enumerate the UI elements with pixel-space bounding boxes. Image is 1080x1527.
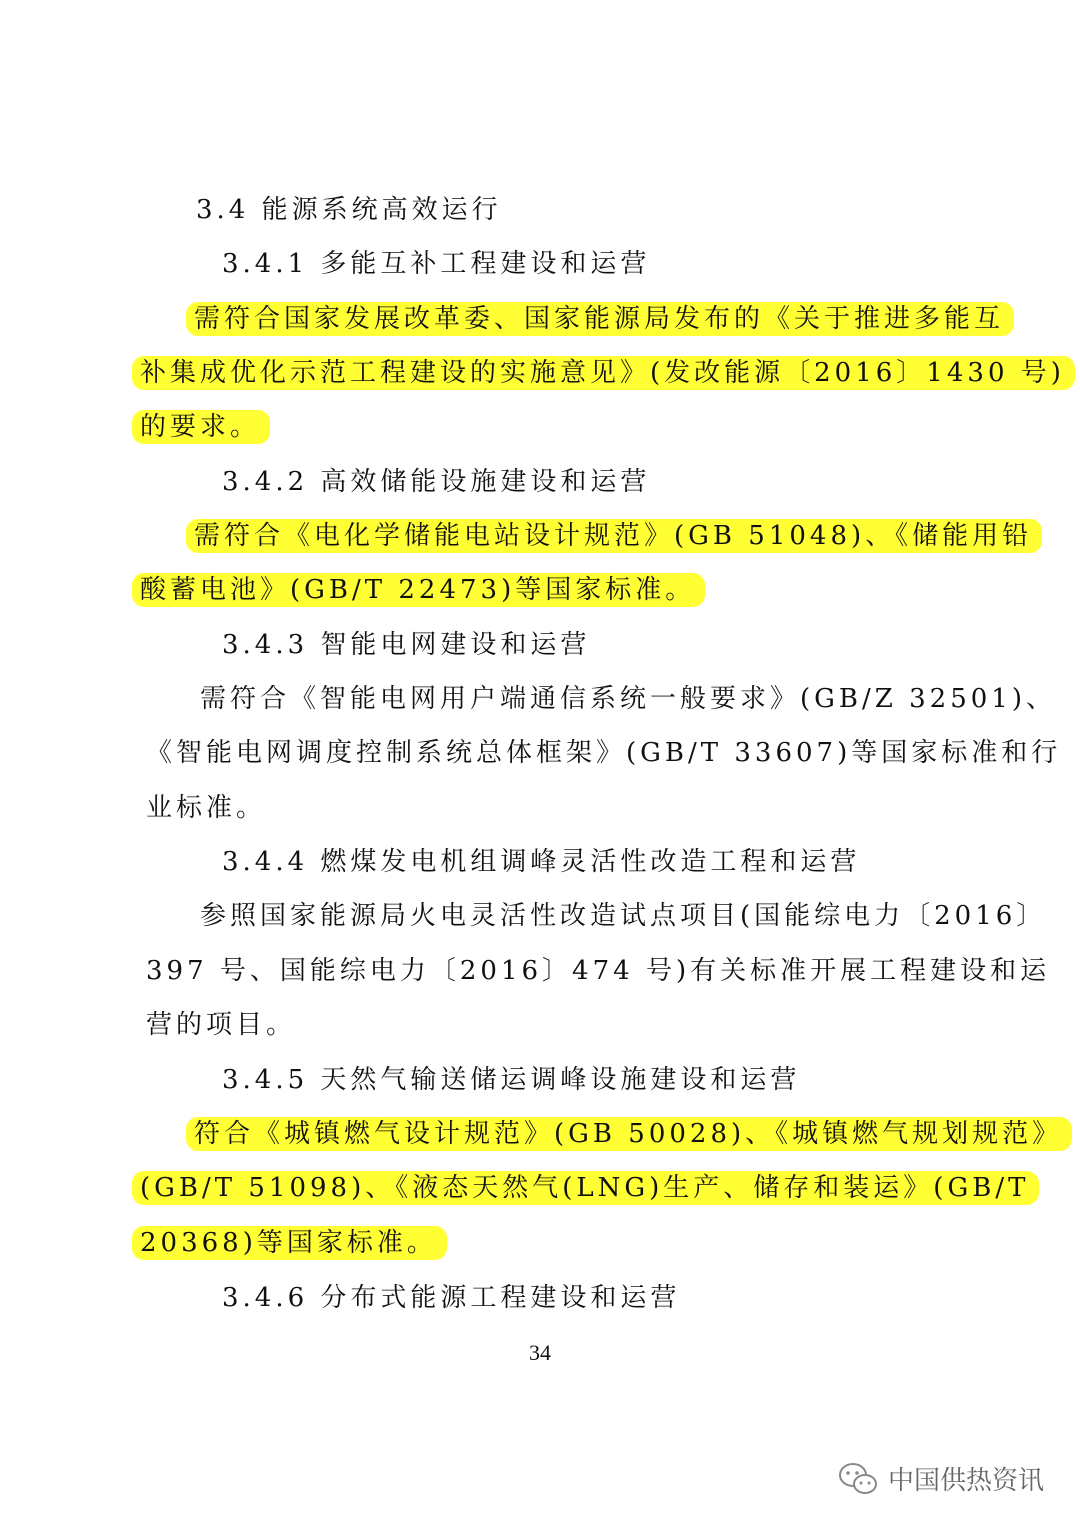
paragraph-3-4-2-line-2 xyxy=(132,572,705,608)
paragraph-3-4-4-line-3: 营的项目。 xyxy=(146,1010,297,1040)
section-heading-3-4-6: 3.4.6 分布式能源工程建设和运营 xyxy=(222,1283,681,1313)
section-heading-3-4: 3.4 能源系统高效运行 xyxy=(196,195,502,225)
section-heading-3-4-2: 3.4.2 高效储能设施建设和运营 xyxy=(222,467,651,497)
paragraph-3-4-3-line-2: 《智能电网调度控制系统总体框架》(GB/T 33607)等国家标准和行 xyxy=(146,738,1062,768)
paragraph-3-4-1-line-2 xyxy=(132,355,1075,391)
paragraph-3-4-1-line-1 xyxy=(186,301,1014,337)
page-number: 34 xyxy=(529,1340,551,1365)
highlighted-text: 需符合国家发展改革委、国家能源局发布的《关于推进多能互 xyxy=(186,302,1014,336)
paragraph-3-4-5-line-3 xyxy=(132,1225,447,1261)
paragraph-3-4-4-line-1: 参照国家能源局火电灵活性改造试点项目(国能综电力〔2016〕 xyxy=(200,901,1047,931)
watermark-text: 中国供热资讯 xyxy=(887,1466,1044,1496)
wechat-icon xyxy=(838,1462,878,1496)
highlighted-text: 20368)等国家标准。 xyxy=(132,1226,447,1260)
watermark xyxy=(838,1460,1044,1497)
paragraph-3-4-3-line-3: 业标准。 xyxy=(146,793,267,823)
section-heading-3-4-3: 3.4.3 智能电网建设和运营 xyxy=(222,630,591,660)
section-heading-3-4-5: 3.4.5 天然气输送储运调峰设施建设和运营 xyxy=(222,1065,801,1095)
highlighted-text: 补集成优化示范工程建设的实施意见》(发改能源〔2016〕1430 号) xyxy=(132,356,1075,390)
paragraph-3-4-5-line-1 xyxy=(186,1116,1072,1152)
highlighted-text: (GB/T 51098)、《液态天然气(LNG)生产、储存和装运》(GB/T xyxy=(132,1171,1039,1205)
paragraph-3-4-4-line-2: 397 号、国能综电力〔2016〕474 号)有关标准开展工程建设和运 xyxy=(146,956,1051,986)
paragraph-3-4-2-line-1 xyxy=(186,518,1042,554)
paragraph-3-4-3-line-1: 需符合《智能电网用户端通信系统一般要求》(GB/Z 32501)、 xyxy=(200,684,1056,714)
highlighted-text: 酸蓄电池》(GB/T 22473)等国家标准。 xyxy=(132,573,705,607)
paragraph-3-4-5-line-2 xyxy=(132,1170,1039,1206)
highlighted-text: 的要求。 xyxy=(132,410,270,444)
highlighted-text: 符合《城镇燃气设计规范》(GB 50028)、《城镇燃气规划规范》 xyxy=(186,1117,1072,1151)
highlighted-text: 需符合《电化学储能电站设计规范》(GB 51048)、《储能用铅 xyxy=(186,519,1042,553)
section-heading-3-4-1: 3.4.1 多能互补工程建设和运营 xyxy=(222,249,651,279)
section-heading-3-4-4: 3.4.4 燃煤发电机组调峰灵活性改造工程和运营 xyxy=(222,847,861,877)
paragraph-3-4-1-line-3 xyxy=(132,409,270,445)
